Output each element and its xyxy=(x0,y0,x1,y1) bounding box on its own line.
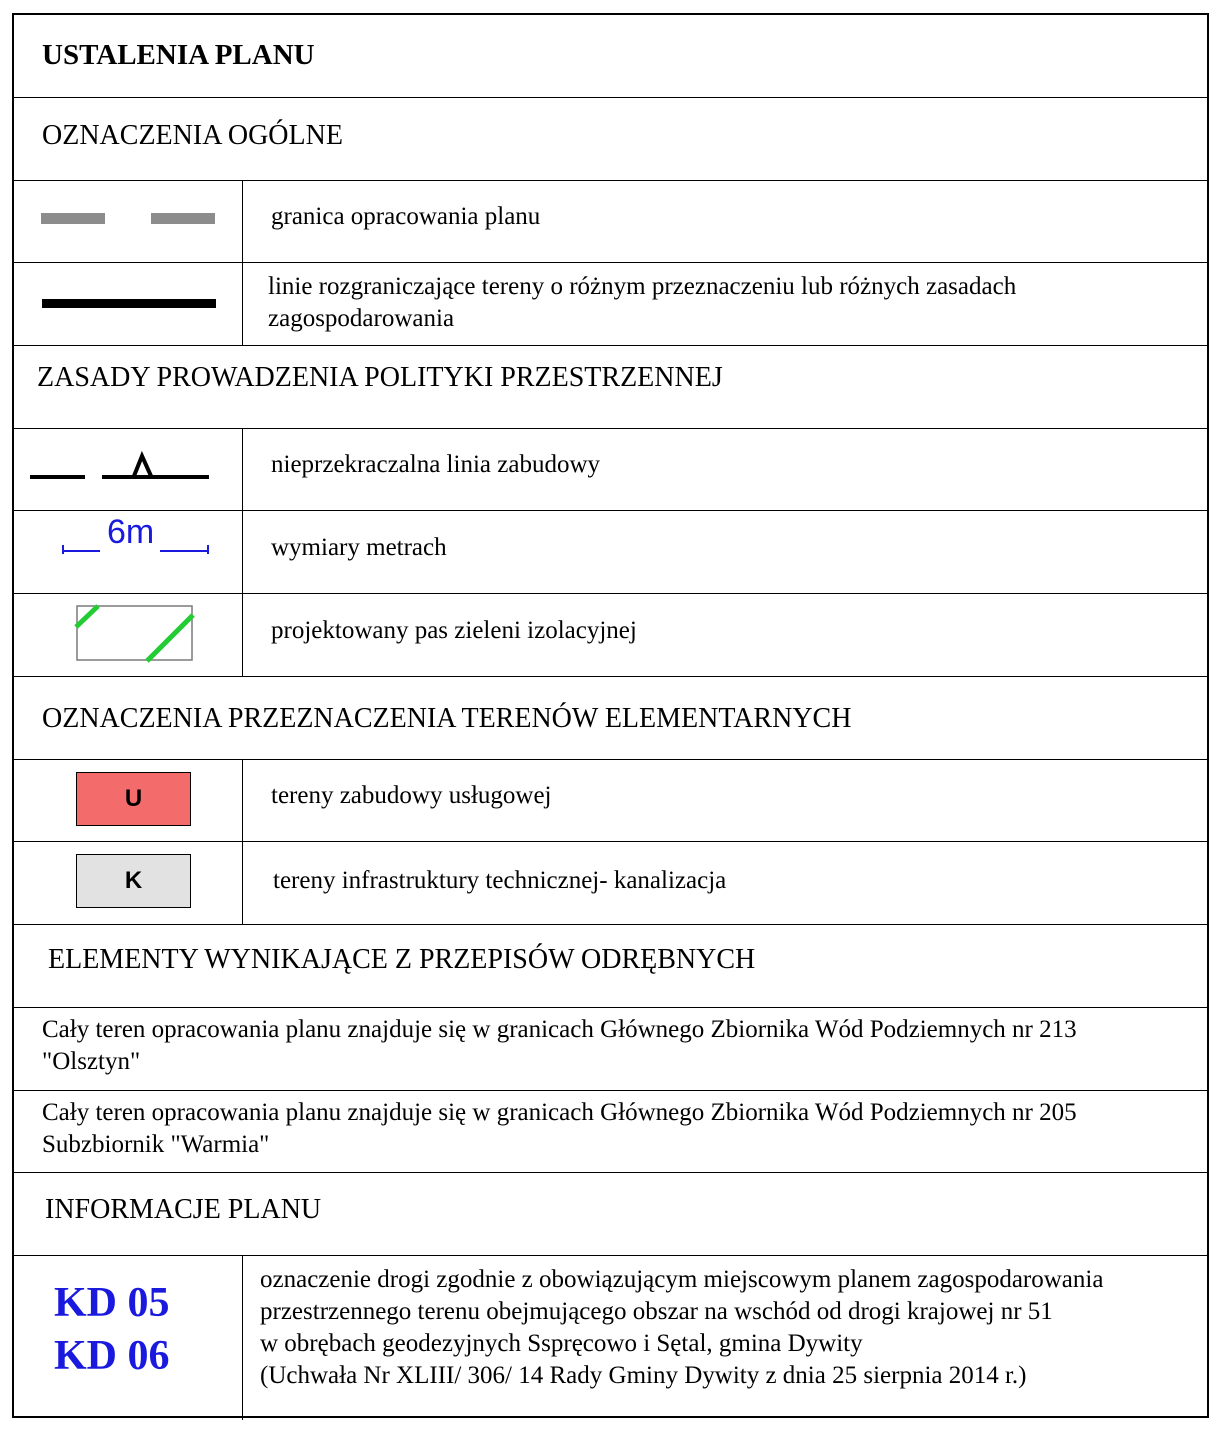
item-label: tereny infrastruktury technicznej- kanalizacja xyxy=(273,867,727,894)
regulation-text: "Olsztyn" xyxy=(42,1048,141,1075)
item-building-line xyxy=(14,429,1207,511)
section-land-use xyxy=(14,677,1207,760)
section-policy xyxy=(14,346,1207,429)
regulation-text: Subzbiornik "Warmia" xyxy=(42,1131,270,1158)
symbol-cell xyxy=(14,429,243,510)
section-land-use-heading: OZNACZENIA PRZEZNACZENIA TERENÓW ELEMENTARNYCH xyxy=(42,703,852,734)
item-dimensions xyxy=(14,511,1207,594)
symbol-cell xyxy=(14,842,243,924)
item-label: zagospodarowania xyxy=(268,305,455,332)
section-info xyxy=(14,1173,1207,1256)
section-general xyxy=(14,98,1207,181)
sewerage-zone-symbol: K xyxy=(76,854,191,908)
dimension-value: 6m xyxy=(107,513,155,551)
info-text: oznaczenie drogi zgodnie z obowiązującym miejscowym planem zagospodarowania xyxy=(260,1266,1104,1293)
item-green-belt xyxy=(14,594,1207,677)
symbol-cell xyxy=(14,760,243,841)
info-text: w obrębach geodezyjnych Sspręcowo i Sętal, gmina Dywity xyxy=(260,1330,863,1357)
legend-table xyxy=(12,13,1209,1418)
green-belt-icon xyxy=(14,594,242,677)
item-services xyxy=(14,760,1207,842)
road-symbol: KD 05 xyxy=(54,1280,170,1326)
symbol-cell xyxy=(14,511,243,593)
symbol-cell xyxy=(14,594,243,676)
item-label: projektowany pas zieleni izolacyjnej xyxy=(271,617,637,644)
item-label: wymiary metrach xyxy=(271,534,447,561)
info-text: (Uchwała Nr XLIII/ 306/ 14 Rady Gminy Dywity z dnia 25 sierpnia 2014 r.) xyxy=(260,1362,1027,1389)
section-policy-heading: ZASADY PROWADZENIA POLITYKI PRZESTRZENNEJ xyxy=(37,362,723,393)
section-info-heading: INFORMACJE PLANU xyxy=(45,1194,322,1225)
info-text: przestrzennego terenu obejmującego obszar na wschód od drogi krajowej nr 51 xyxy=(260,1298,1053,1325)
symbol-cell xyxy=(14,1256,243,1420)
regulation-gzwp-213 xyxy=(14,1008,1207,1091)
title-row xyxy=(14,15,1207,98)
regulation-text: Cały teren opracowania planu znajduje się w granicach Głównego Zbiornika Wód Podziemnych nr 205 xyxy=(42,1099,1077,1126)
regulation-gzwp-205 xyxy=(14,1091,1207,1173)
building-line-icon xyxy=(14,429,242,511)
item-label: linie rozgraniczające tereny o różnym przeznaczeniu lub różnych zasadach xyxy=(268,273,1017,300)
solid-black-line-icon xyxy=(42,299,216,308)
road-symbol: KD 06 xyxy=(54,1333,170,1379)
section-general-heading: OZNACZENIA OGÓLNE xyxy=(42,120,343,151)
legend-title: USTALENIA PLANU xyxy=(42,39,315,71)
symbol-cell xyxy=(14,181,243,262)
item-label: tereny zabudowy usługowej xyxy=(271,782,552,809)
dashed-grey-line-icon xyxy=(151,213,215,224)
item-label: granica opracowania planu xyxy=(271,203,541,230)
dashed-grey-line-icon xyxy=(41,213,105,224)
regulation-text: Cały teren opracowania planu znajduje się w granicach Głównego Zbiornika Wód Podziemnych nr 213 xyxy=(42,1016,1077,1043)
section-regulations-heading: ELEMENTY WYNIKAJĄCE Z PRZEPISÓW ODRĘBNYCH xyxy=(48,944,756,975)
item-sewerage xyxy=(14,842,1207,925)
item-label: nieprzekraczalna linia zabudowy xyxy=(271,451,600,478)
section-regulations xyxy=(14,925,1207,1008)
item-plan-boundary xyxy=(14,181,1207,263)
info-road xyxy=(14,1256,1207,1420)
item-demarcation-lines xyxy=(14,263,1207,346)
service-zone-symbol: U xyxy=(76,772,191,826)
symbol-cell xyxy=(14,263,243,345)
